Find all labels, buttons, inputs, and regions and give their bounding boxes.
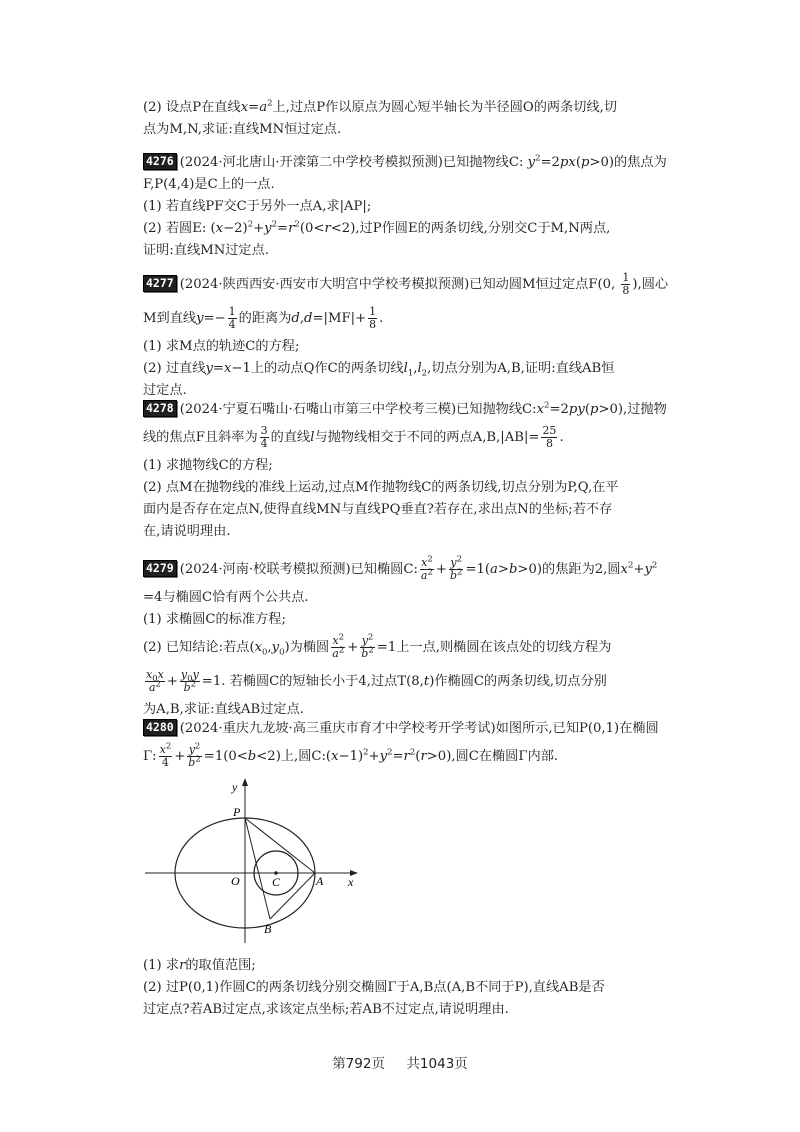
problem-4280-questions: (1) 求r的取值范围; (2) 过P(0,1)作圆C的两条切线分别交椭圆Γ于A,B点(A,B不同于P),直线AB是否 过定点?若AB过定点,求该定点坐标;若AB不过定点,请说明理由. xyxy=(143,958,605,1017)
intro-block xyxy=(143,97,683,141)
problem-number-badge: 4279 xyxy=(143,560,177,577)
problem-4277: 4277 (2024·陕西西安·西安市大明宫中学校考模拟预测)已知动圆M恒过定点F(0, $\frac{1}{8}$ ),圆心 M到直线y=− $\frac{1}{4}$ 的距离为d,d=|MF|+ $\frac{1}{8}$ . (1) 求M点的轨迹C的方程; (2) 过直线y=x−1上的动点Q作C的两条切线$l_1,l_2$,切点分别为A,B,证明:直线AB恒 过定点. xyxy=(143,271,669,398)
intro-line-2: 点为M,N,求证:直线MN恒过定点. xyxy=(143,122,342,137)
problem-4276: 4276 (2024·河北唐山·开滦第二中学校考模拟预测)已知抛物线C: $y^2=2px(p>0)$的焦点为 F,P(4,4)是C上的一点. (1) 若直线PF交C于另外一点A,求|AP|; (2) 若圆E: $(x-2)^2+y^2=r^2(0<r<2)$,过P作圆E的两条切线,分别交C于M,N两点, 证明:直线MN过定点. xyxy=(143,153,667,258)
y-axis-label: y xyxy=(232,780,238,794)
problem-4278: 4278 (2024·宁夏石嘴山·石嘴山市第三中学校考三模)已知抛物线$C:x^2=2py(p>0)$,过抛物 线的焦点F且斜率为 $\frac{3}{4}$ 的直线l与抛物线相交于不同的两点A,B,|AB|= $\frac{25}{8}$ . (1) 求抛物线C的方程; (2) 点M在抛物线的准线上运动,过点M作抛物线C的两条切线,切点分别为P,Q,在平 面内是否存在定点N,使得直线MN与直线PQ垂直?若存在,求出点N的坐标;若不存 在,请说明理由. xyxy=(143,400,667,539)
problem-number-badge: 4276 xyxy=(143,153,177,170)
y-axis-arrow xyxy=(242,778,248,786)
tangent-pb xyxy=(245,818,270,919)
point-b-label: B xyxy=(264,922,272,936)
problem-number-badge: 4278 xyxy=(143,400,177,417)
problem-number-badge: 4277 xyxy=(143,275,177,292)
point-a-label: A xyxy=(316,874,324,888)
problem-number-badge: 4280 xyxy=(143,719,177,736)
problem-4279: 4279 (2024·河南·校联考模拟预测)已知椭圆C: $\frac{x^2}{a^2}$ + $\frac{y^2}{b^2}$ =1(a>b>0)的焦距为2,圆$x^2+y^2$ =4与椭圆C恰有两个公共点. (1) 求椭圆C的标准方程; (2) 已知结论:若点$(x_0,y_0)$为椭圆 $\frac{x^2}{a^2}$ + $\frac{y^2}{b^2}$ =1上一点,则椭圆在该点处的切线方程为 $\frac{x_0x}{a^2}$ + $\frac{y_0y}{b^2}$ =1. 若椭圆C的短轴长小于4,过点T(8,t)作椭圆C的两条切线,切点分别 为A,B,求证:直线AB过定点. xyxy=(143,554,658,717)
point-c-label: C xyxy=(272,875,281,889)
x-axis-label: x xyxy=(348,875,354,889)
page-footer xyxy=(0,1052,800,1072)
problem-4280: 4280 (2024·重庆九龙坡·高三重庆市育才中学校考开学考试)如图所示,已知P(0,1)在椭圆 Γ: $\frac{x^2}{4}$ + $\frac{y^2}{b^2}$ =1(0<b<2)上,圆$C:(x-1)^2+y^2=r^2(r>0)$,圆C在椭圆Γ内部. xyxy=(143,720,659,769)
page-number: 第792页 xyxy=(332,1056,385,1072)
page-total: 共1043页 xyxy=(406,1056,468,1072)
ellipse-circle-figure xyxy=(140,773,370,948)
origin-label: O xyxy=(231,874,240,888)
intro-line-1: (2) 设点P在直线$x=a^2$上,过点P作以原点为圆心短半轴长为半径圆O的两条切线,切 xyxy=(143,98,618,115)
point-p-label: P xyxy=(233,805,241,819)
